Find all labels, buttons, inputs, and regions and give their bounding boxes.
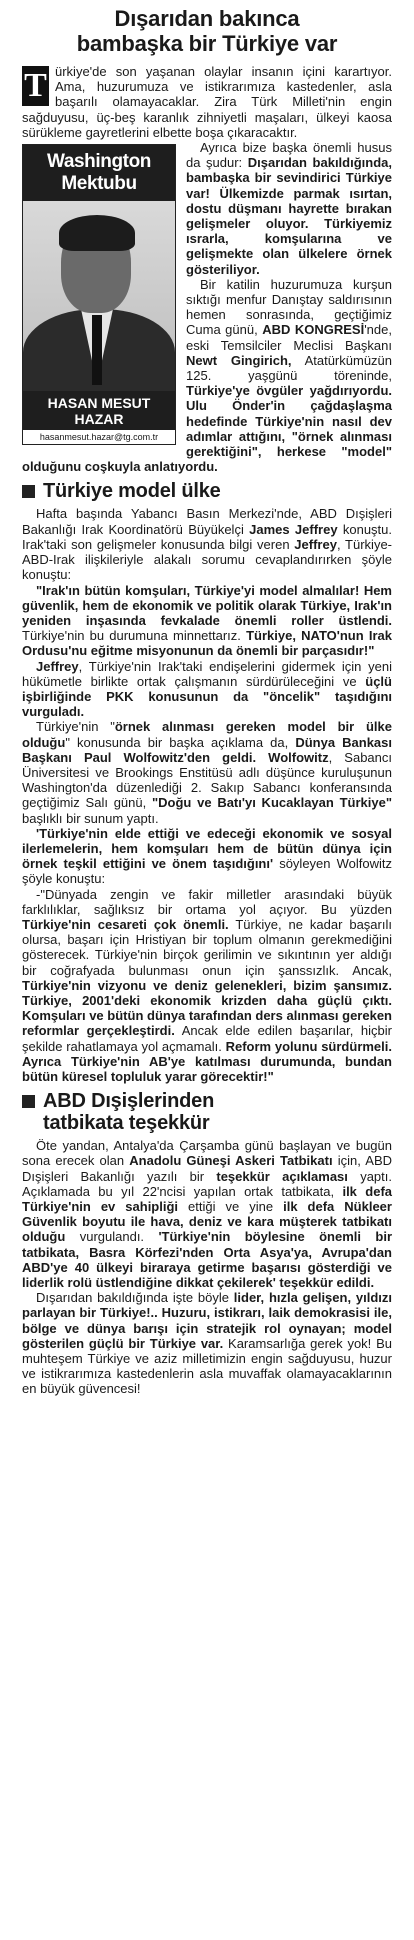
bold-text-run: Türkiye'nin cesareti çok önemli. bbox=[22, 916, 229, 932]
author-photo bbox=[23, 201, 175, 391]
text-run: söyleyen Wolfowitz şöyle konuştu: bbox=[22, 856, 393, 887]
bold-text-run: ilk defa Nükleer Güvenlik boyutu ile hava, deniz ve kara müşterek tatbikatı olduğu bbox=[22, 1199, 392, 1245]
s2-paragraph-1 bbox=[22, 1138, 392, 1290]
text-run: Türkiye, ne kadar başarılı olursa, başarı için Hristiyan bir toplum olmanın gerekmediğini gösterecek. Türkiye'nin birçok gerilimin ve sıkıntının yer aldığı bir coğrafyada bulunması onun için şanssızlık. Ancak, bbox=[22, 916, 392, 978]
intro-text: ürkiye'de son yaşanan olaylar insanın içini karartıyor. Ama, huzurumuza ve istikrarımıza kastedenler, asla başarılı olamayacaklar. Zira Türk Milleti'nin engin sağduyusu, üç-beş karanlık zihniyetli maşaları, ülkeyi kaosa sürükleme gayretlerini elbette boşa çıkaracaktır. bbox=[22, 64, 392, 140]
column-title bbox=[23, 145, 175, 201]
bold-text-run: Türkiye'ye övgüler yağdırıyordu. Ulu Önder'in çağdaşlaşma hedefinde Türkiye'nin nasıl dev adımlar attığını, "örnek alınması gerektiğini", herkese "model" olduğunu coşkuyla anlatıyordu. bbox=[22, 383, 392, 475]
author-email: hasanmesut.hazar@tg.com.tr bbox=[39, 432, 159, 443]
s2-paragraph-2 bbox=[22, 1290, 392, 1396]
bold-text-run: örnek alınması gereken model bir ülke olduğu bbox=[22, 719, 392, 750]
text-run: konuştu. Irak'taki son gelişmeler konusunda bilgi veren bbox=[22, 521, 393, 552]
bold-text-run: Reform yolunu sürdürmeli. Ayrıca Türkiye'nin AB'ye katılması durumunda, bundan bütün küresel topluluk yarar görecektir!" bbox=[22, 1038, 393, 1084]
square-bullet-icon bbox=[22, 1095, 35, 1108]
s1-paragraph-6 bbox=[22, 887, 392, 1085]
bold-text-run: 'Türkiye'nin böylesine önemli bir tatbikata, Basra Körfezi'nden Orta Asya'ya, Avrupa'dan ABD'ye 40 ülkeyi biraraya getirme başarısı gösterdiği ve liderlik rolü üstlendiğine dikkat çekilerek' teşekkür edildi. bbox=[22, 1229, 392, 1291]
bold-text-run: "Doğu ve Batı'yı Kucaklayan Türkiye" bbox=[151, 795, 392, 811]
text-run: 'nde, eski Temsilciler Meclisi Başkanı bbox=[186, 322, 392, 353]
bold-text-run: Dünya Bankası Başkanı Paul Wolfowitz'den geldi. Wolfowitz bbox=[22, 734, 393, 765]
text-run: , Sabancı Üniversitesi ve Brookings Enstitüsü adlı düşünce kuruluşunun Washington'da düzenlediği 2. Sakıp Sabancı konferansında geçtiğimiz Salı günü, bbox=[22, 749, 393, 811]
square-bullet-icon bbox=[22, 485, 35, 498]
text-run: Türkiye'nin " bbox=[36, 719, 115, 735]
column-sidebar bbox=[22, 144, 176, 445]
author-name-line-2: HAZAR bbox=[74, 411, 124, 428]
bold-text-run: Newt Gingirich, bbox=[186, 352, 292, 368]
text-run: Bir katilin huzurumuza kurşun sıktığı menfur Danıştay saldırısının hemen sonrasında, geçtiğimiz Cuma günü, bbox=[186, 276, 392, 338]
section-title-line-2: tatbikata teşekkür bbox=[43, 1112, 210, 1135]
author-name-line-1: HASAN MESUT bbox=[47, 395, 151, 412]
headline-line-1: Dışarıdan bakınca bbox=[114, 6, 300, 31]
text-run: Türkiye'nin bu durumuna minnettarız. bbox=[22, 628, 247, 644]
headline-line-2: bambaşka bir Türkiye var bbox=[76, 31, 338, 56]
text-run: için, ABD Dışişleri Bakanlığı yazılı bir bbox=[22, 1153, 393, 1184]
column-title-line-2: Mektubu bbox=[61, 173, 137, 195]
newspaper-column bbox=[22, 2, 392, 1397]
text-run: Hafta başında Yabancı Basın Merkezi'nde, ABD Dışişleri Bakanlığı Irak Koordinatörü Büyükelçi bbox=[22, 506, 392, 537]
text-run: , Türkiye-ABD-Irak ilişkileriyle alakalı sorumu cevaplandırırken şöyle konuştu: bbox=[22, 536, 393, 583]
intro-paragraph bbox=[22, 64, 392, 140]
bold-text-run: üçlü işbirliğinde PKK konusunun da "öncelik" taşıdığını vurguladı. bbox=[22, 673, 392, 720]
bold-text-run: Anadolu Güneşi Askeri Tatbikatı bbox=[129, 1153, 333, 1169]
text-run: yaptı. Açıklamada bu yıl 22'ncisi yapılan ortak tatbikata, bbox=[22, 1168, 392, 1199]
s1-paragraph-5 bbox=[22, 826, 392, 887]
headline bbox=[22, 6, 392, 56]
bold-text-run: Jeffrey bbox=[36, 658, 79, 674]
s1-paragraph-4 bbox=[22, 719, 392, 825]
bold-text-run: Türkiye, NATO'nun Irak Ordusu'nu eğitme misyonunun da önemli bir parçasıdır!" bbox=[22, 628, 392, 659]
bold-text-run: "Irak'ın bütün komşuları, Türkiye'yi model almalılar! Hem güvenlik, hem de ekonomik ve politik olarak Türkiye, Irak'ın yeniden inşasında fevkalade önemli roller üstlendi. bbox=[22, 582, 392, 628]
text-run: " konusunda bir başka açıklama da, bbox=[65, 734, 296, 750]
bold-text-run: ilk defa Türkiye'nin ev sahipliği bbox=[22, 1183, 393, 1215]
text-run: Atatürkümüzün 125. yaşgünü töreninde, bbox=[186, 352, 393, 384]
bold-text-run: ABD KONGRESİ bbox=[262, 322, 365, 338]
section-title: Türkiye model ülke bbox=[43, 480, 221, 503]
text-run: Dışarıdan bakıldığında işte böyle bbox=[36, 1290, 234, 1306]
bold-text-run: Türkiye'nin vizyonu ve deniz gelenekleri, bizim şansımız. Türkiye, 2001'deki ekonomik krizden daha güçlü çıktı. Komşuları ve bütün dünya tarafından ders alınması gereken reformlar gerçekleştirdi. bbox=[22, 977, 392, 1039]
bold-text-run: Dışarıdan bakıldığında, bambaşka bir sevindirici Türkiye var! Ülkemizde parmak ısırtan, dostu düşmanı hayrette bırakan gelişmeler oluyor. Türkiyemiz ısrarla, komşularına ve gelişmekte olan ülkelere örnek gösteriliyor. bbox=[186, 155, 392, 277]
text-run: vurgulandı. bbox=[65, 1229, 159, 1245]
text-run: başlıklı bir sunum yaptı. bbox=[22, 810, 159, 826]
text-run: -"Dünyada zengin ve fakir milletler arasındaki büyük farklılıklar, sağlıksız bir ortama yol açıyor. Bu yüzden bbox=[22, 886, 392, 917]
column-title-line-1: Washington bbox=[47, 151, 151, 173]
drop-cap: T bbox=[22, 66, 49, 106]
s1-paragraph-3 bbox=[22, 659, 392, 720]
s1-paragraph-1 bbox=[22, 506, 392, 582]
text-run: Ayrıca bize başka önemli husus da şudur: bbox=[186, 140, 392, 171]
section-heading-tatbikat bbox=[22, 1090, 392, 1134]
bold-text-run: 'Türkiye'nin elde ettiği ve edeceği ekonomik ve sosyal ilerlemelerin, hem komşuları hem de bütün dünya için örnek teşkil ettiğini ve önem taşıdığını' bbox=[22, 825, 392, 872]
section-title-line-1: ABD Dışişlerinden bbox=[43, 1090, 215, 1113]
text-run: Ancak elde edilen başarılar, hiçbir şekilde rahatlamaya yol açmamalı. bbox=[22, 1023, 392, 1054]
text-run: ettiği ve yine bbox=[178, 1199, 284, 1215]
bold-text-run: teşekkür açıklaması bbox=[216, 1168, 348, 1184]
bold-text-run: lider, hızla gelişen, yıldızı parlayan bir Türkiye!.. Huzuru, istikrarı, laik demokrasisi ile, bölge ve dünya barışı için stratejik rol oynayan; model gösterilen güçlü bir Türkiye var. bbox=[22, 1290, 393, 1351]
bold-text-run: Jeffrey bbox=[294, 536, 337, 552]
text-run: Karamsarlığa gerek yok! Bu muhteşem Türkiye ve aziz milletimizin engin sağduyusu, huzur ve istikrarımıza kastedenlerin asla muvaffak olamayacaklarının en büyük güvencesi! bbox=[22, 1335, 392, 1397]
author-name bbox=[23, 391, 175, 430]
bold-text-run: James Jeffrey bbox=[249, 521, 338, 537]
text-run: Öte yandan, Antalya'da Çarşamba günü başlayan ve bugün sona erecek olan bbox=[22, 1138, 392, 1169]
text-run: , Türkiye'nin Irak'taki endişelerini gidermek için yeni hükümetle birlikte ortak çalışmanın sürdürüleceğini ve bbox=[22, 658, 392, 689]
section-heading-model bbox=[22, 480, 392, 502]
s1-paragraph-2 bbox=[22, 583, 392, 659]
